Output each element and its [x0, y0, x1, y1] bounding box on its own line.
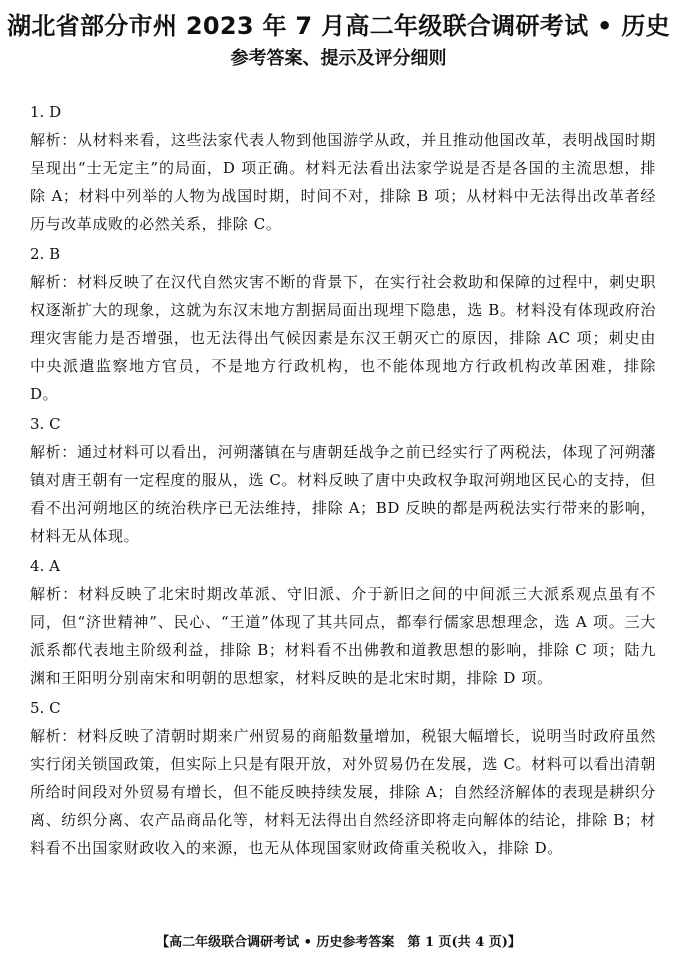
question-block: [26, 240, 656, 408]
answer-line: 3. C: [30, 415, 61, 433]
page-footer: 【高二年级联合调研考试 • 历史参考答案 第 1 页(共 4 页)】: [156, 935, 521, 950]
explanation-text: 解析：通过材料可以看出，河朔藩镇在与唐朝廷战争之前已经实行了两税法，体现了河朔藩镇对唐王朝有一定程度的服从，选 C。材料反映了唐中央政权争取河朔地区民心的支持，但看不出河朔地区的统治秩序已无法维持，排除 A；BD 反映的都是两税法实行带来的影响，材料无从体现。: [30, 443, 656, 545]
explanation-text: 解析：材料反映了北宋时期改革派、守旧派、介于新旧之间的中间派三大派系观点虽有不同，但“济世精神”、民心、“王道”体现了其共同点，都奉行儒家思想理念，选 A 项。三大派系都代表地主阶级利益，排除 B；材料看不出佛教和道教思想的影响，排除 C 项；陆九渊和王阳明分别南宋和明朝的思想家，材料反映的是北宋时期，排除 D 项。: [30, 585, 656, 687]
question-block: [26, 410, 656, 550]
explanation-text: 解析：材料反映了在汉代自然灾害不断的背景下，在实行社会救助和保障的过程中，刺史职权逐渐扩大的现象，这就为东汉末地方割据局面出现埋下隐患，选 B。材料没有体现政府治理灾害能力是否增强，也无法得出气候因素是东汉王朝灭亡的原因，排除 AC 项；刺史由中央派遣监察地方官员，不是地方行政机构，也不能体现地方行政机构改革困难，排除 D。: [30, 273, 656, 403]
answer-line: 2. B: [30, 245, 61, 263]
answer-line: 4. A: [30, 557, 60, 575]
question-block: [26, 98, 656, 238]
explanation-text: 解析：从材料来看，这些法家代表人物到他国游学从政，并且推动他国改革，表明战国时期呈现出“士无定主”的局面，D 项正确。材料无法看出法家学说是否是各国的主流思想，排除 A；材料中列举的人物为战国时期，时间不对，排除 B 项；从材料中无法得出改革者经历与改革成败的必然关系，排除 C。: [30, 131, 656, 233]
answer-line: 1. D: [30, 103, 62, 121]
page-subtitle: 参考答案、提示及评分细则: [230, 48, 447, 69]
explanation-text: 解析：材料反映了清朝时期来广州贸易的商船数量增加，税银大幅增长，说明当时政府虽然实行闭关锁国政策，但实际上只是有限开放，对外贸易仍在发展，选 C。材料可以看出清朝所给时间段对外贸易有增长，但不能反映持续发展，排除 A；自然经济解体的表现是耕织分离、纺织分离、农产品商品化等，材料无法得出自然经济即将走向解体的结论，排除 B；材料看不出国家财政收入的来源，也无从体现国家财政倚重关税收入，排除 D。: [30, 727, 656, 857]
question-block: [26, 694, 656, 862]
answer-line: 5. C: [30, 699, 61, 717]
answer-list: [26, 98, 656, 864]
question-block: [26, 552, 656, 692]
page-title: 湖北省部分市州 2023 年 7 月高二年级联合调研考试 • 历史: [7, 12, 670, 40]
